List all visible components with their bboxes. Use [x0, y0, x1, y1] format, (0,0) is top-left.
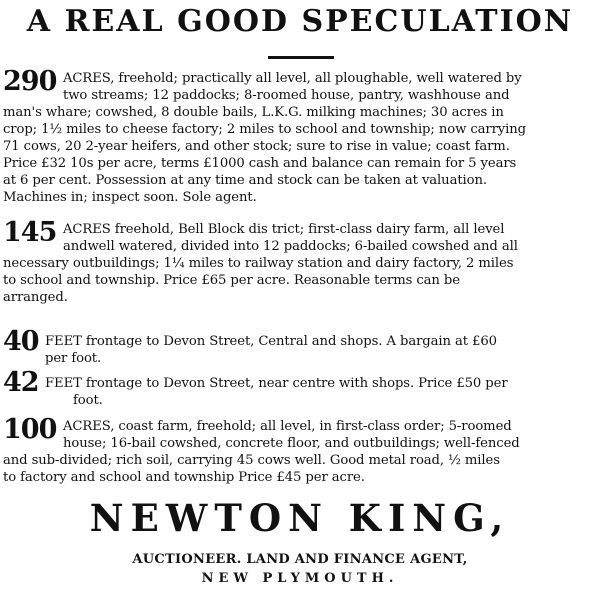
listing-line: man's whare; cowshed, 8 double bails, L.K.G. milking machines; 30 acres in [3, 105, 504, 120]
listing-line: andwell watered, divided into 12 paddocks; 6-bailed cowshed and all [63, 239, 518, 254]
listing-line: house; 16-bail cowshed, concrete floor, and outbuildings; well-fenced [63, 436, 520, 451]
listing-line: 71 cows, 20 2-year heifers, and other stock; sure to rise in value; coast farm. [3, 139, 510, 154]
listing-line: to school and township. Price £65 per acre. Reasonable terms can be [3, 273, 460, 288]
listing-line: per foot. [45, 351, 102, 366]
firm-name: NEWTON KING, [89, 496, 511, 540]
listing-number: 40 [3, 326, 39, 357]
listing-line: to factory and school and township Price £45 per acre. [3, 470, 365, 485]
listing-number: 145 [3, 217, 57, 248]
heading-rule [268, 56, 334, 59]
listing-line: ACRES, freehold; practically all level, all ploughable, well watered by [63, 71, 522, 86]
listing-line: FEET frontage to Devon Street, Central and shops. A bargain at £60 [45, 334, 497, 349]
listing-line: and sub-divided; rich soil, carrying 45 cows well. Good metal road, ½ miles [3, 453, 500, 468]
listing-line: foot. [73, 393, 103, 408]
listing-number: 42 [3, 367, 39, 398]
listing-line: ACRES, coast farm, freehold; all level, in first-class order; 5-roomed [63, 419, 512, 434]
firm-role: AUCTIONEER. LAND AND FINANCE AGENT, [132, 552, 468, 567]
listing-line: Machines in; inspect soon. Sole agent. [3, 190, 257, 205]
listing-line: at 6 per cent. Possession at any time and stock can be taken at valuation. [3, 173, 487, 188]
listing-number: 100 [3, 414, 57, 445]
listing-line: arranged. [3, 290, 68, 305]
listing-line: ACRES freehold, Bell Block dis trict; first-class dairy farm, all level [63, 222, 505, 237]
firm-place: NEW PLYMOUTH. [201, 571, 399, 586]
listing-line: Price £32 10s per acre, terms £1000 cash and balance can remain for 5 years [3, 156, 517, 171]
ad-heading: A REAL GOOD SPECULATION [26, 4, 574, 39]
listing-line: crop; 1½ miles to cheese factory; 2 miles to school and township; now carrying [3, 122, 527, 137]
listing-line: FEET frontage to Devon Street, near centre with shops. Price £50 per [45, 376, 508, 391]
listing-line: necessary outbuildings; 1¼ miles to railway station and dairy factory, 2 miles [3, 256, 514, 271]
listing-line: two streams; 12 paddocks; 8-roomed house, pantry, washhouse and [63, 88, 510, 103]
listing-number: 290 [3, 66, 57, 97]
